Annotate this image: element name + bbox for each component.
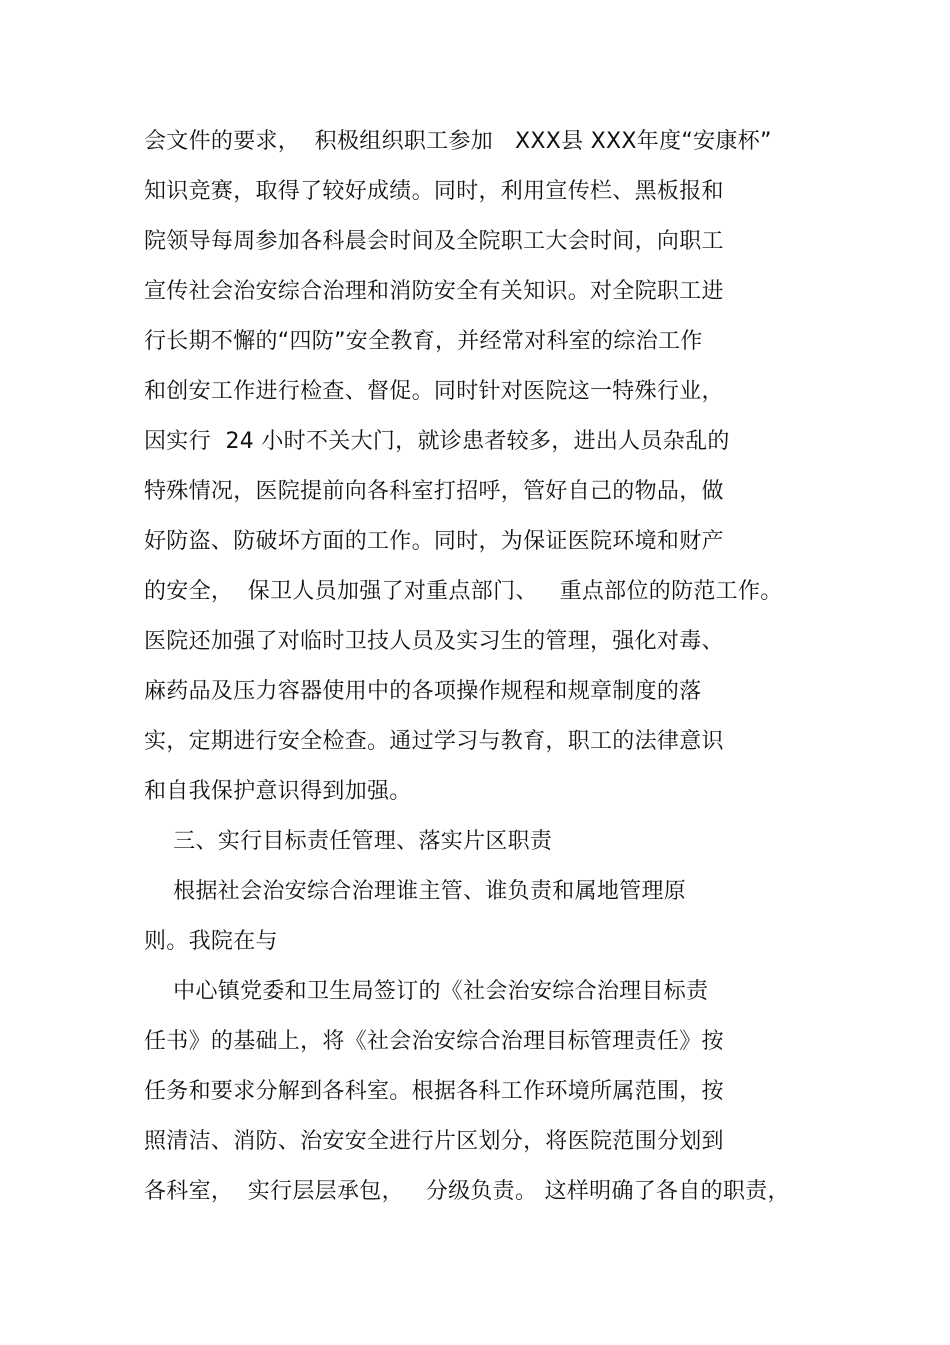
text-line: 麻药品及压力容器使用中的各项操作规程和规章制度的落 [144,679,702,704]
section-heading: 三、实行目标责任管理、落实片区职责 [144,829,553,854]
text-line: 知识竞赛，取得了较好成绩。同时，利用宣传栏、黑板报和 [144,179,724,204]
text-line: 好防盗、防破坏方面的工作。同时，为保证医院环境和财产 [144,529,724,554]
text-line: 和创安工作进行检查、督促。同时针对医院这一特殊行业， [144,379,724,404]
text-line: 任书》的基础上，将《社会治安综合治理目标管理责任》按 [144,1029,724,1054]
text-line: 宣传社会治安综合治理和消防安全有关知识。对全院职工进 [144,279,724,304]
text-line: 中心镇党委和卫生局签订的《社会治安综合治理目标责 [144,979,709,1004]
text-line: 照清洁、消防、治安安全进行片区划分，将医院范围分划到 [144,1129,724,1154]
text-line: 行长期不懈的“四防”安全教育，并经常对科室的综治工作 [144,329,703,354]
text-line: 院领导每周参加各科晨会时间及全院职工大会时间，向职工 [144,229,724,254]
text-line: 会文件的要求， 积极组织职工参加 XXX县 XXX年度“安康杯” [144,129,772,154]
text-line: 因实行 24 小时不关大门，就诊患者较多，进出人员杂乱的 [144,429,730,454]
text-line: 则。我院在与 [144,929,278,954]
text-line: 根据社会治安综合治理谁主管、谁负责和属地管理原 [144,879,687,904]
text-line: 各科室， 实行层层承包， 分级负责。 这样明确了各自的职责， [144,1179,790,1204]
text-line: 实，定期进行安全检查。通过学习与教育，职工的法律意识 [144,729,724,754]
text-line: 任务和要求分解到各科室。根据各科工作环境所属范围，按 [144,1079,724,1104]
text-line: 和自我保护意识得到加强。 [144,779,412,804]
text-line: 医院还加强了对临时卫技人员及实习生的管理，强化对毒、 [144,629,724,654]
text-line: 特殊情况，医院提前向各科室打招呼，管好自己的物品，做 [144,479,724,504]
text-line: 的安全， 保卫人员加强了对重点部门、 重点部位的防范工作。 [144,579,783,604]
